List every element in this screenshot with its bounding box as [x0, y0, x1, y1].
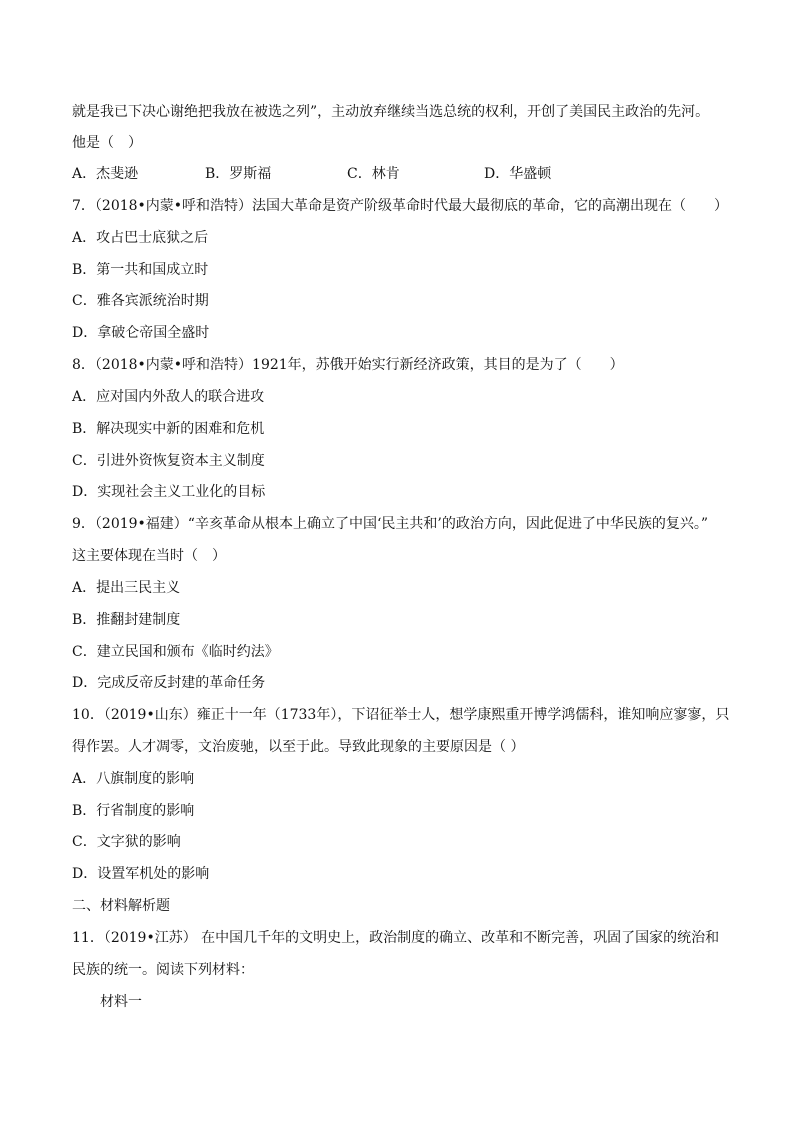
- q10-stem-line2: 得作罢。人才凋零，文治废驰，以至于此。导致此现象的主要原因是（ ）: [72, 739, 525, 755]
- q6-option-b: B．罗斯福: [205, 166, 272, 182]
- q11-stem-line1: 11．（2019•江苏） 在中国几千年的文明史上，政治制度的确立、改革和不断完善，巩固了国家的统治和: [72, 930, 720, 946]
- q9-option-c: C．建立民国和颁布《临时约法》: [72, 644, 279, 660]
- q9-option-d: D．完成反帝反封建的革命任务: [72, 675, 266, 691]
- q8-option-c: C．引进外资恢复资本主义制度: [72, 453, 265, 469]
- q6-option-d: D．华盛顿: [484, 166, 552, 182]
- q10-option-b: B．行省制度的影响: [72, 803, 195, 819]
- q8-option-b: B．解决现实中新的困难和危机: [72, 421, 265, 437]
- q6-stem-continuation: 就是我已下决心谢绝把我放在被选之列”，主动放弃继续当选总统的权利，开创了美国民主政治的先河。: [72, 104, 710, 120]
- q9-stem-line2: 这主要体现在当时（ ）: [72, 548, 226, 564]
- q11-material-label: 材料一: [100, 994, 142, 1010]
- q11-stem-line2: 民族的统一。阅读下列材料：: [72, 962, 254, 978]
- q10-option-a: A．八旗制度的影响: [72, 771, 195, 787]
- q9-option-a: A．提出三民主义: [72, 580, 181, 596]
- q6-stem-question: 他是（ ）: [72, 135, 142, 151]
- q10-option-c: C．文字狱的影响: [72, 834, 181, 850]
- q6-option-a: A．杰斐逊: [72, 166, 139, 182]
- q7-stem: 7．（2018•内蒙•呼和浩特）法国大革命是资产阶级革命时代最大最彻底的革命，它的高潮出现在（ ）: [72, 198, 729, 214]
- q7-option-a: A．攻占巴士底狱之后: [72, 230, 209, 246]
- q7-option-d: D．拿破仑帝国全盛时: [72, 325, 210, 341]
- q8-stem: 8．（2018•内蒙•呼和浩特）1921年，苏俄开始实行新经济政策，其目的是为了（ ）: [72, 357, 624, 373]
- q7-option-b: B．第一共和国成立时: [72, 262, 209, 278]
- q8-option-a: A．应对国内外敌人的联合进攻: [72, 389, 265, 405]
- q9-option-b: B．推翻封建制度: [72, 612, 181, 628]
- q10-stem-line1: 10．（2019•山东）雍正十一年（1733年），下诏征举士人，想学康熙重开博学鸿儒科，谁知响应寥寥，只: [72, 707, 730, 723]
- q8-option-d: D．实现社会主义工业化的目标: [72, 484, 266, 500]
- q10-option-d: D．设置军机处的影响: [72, 866, 210, 882]
- q6-options: [72, 164, 752, 184]
- q9-stem-line1: 9．（2019•福建）“辛亥革命从根本上确立了中国‘民主共和’的政治方向，因此促进了中华民族的复兴。”: [72, 516, 709, 532]
- section-heading: 二、材料解析题: [72, 898, 170, 914]
- q7-option-c: C．雅各宾派统治时期: [72, 293, 209, 309]
- q6-option-c: C．林肯: [347, 166, 400, 182]
